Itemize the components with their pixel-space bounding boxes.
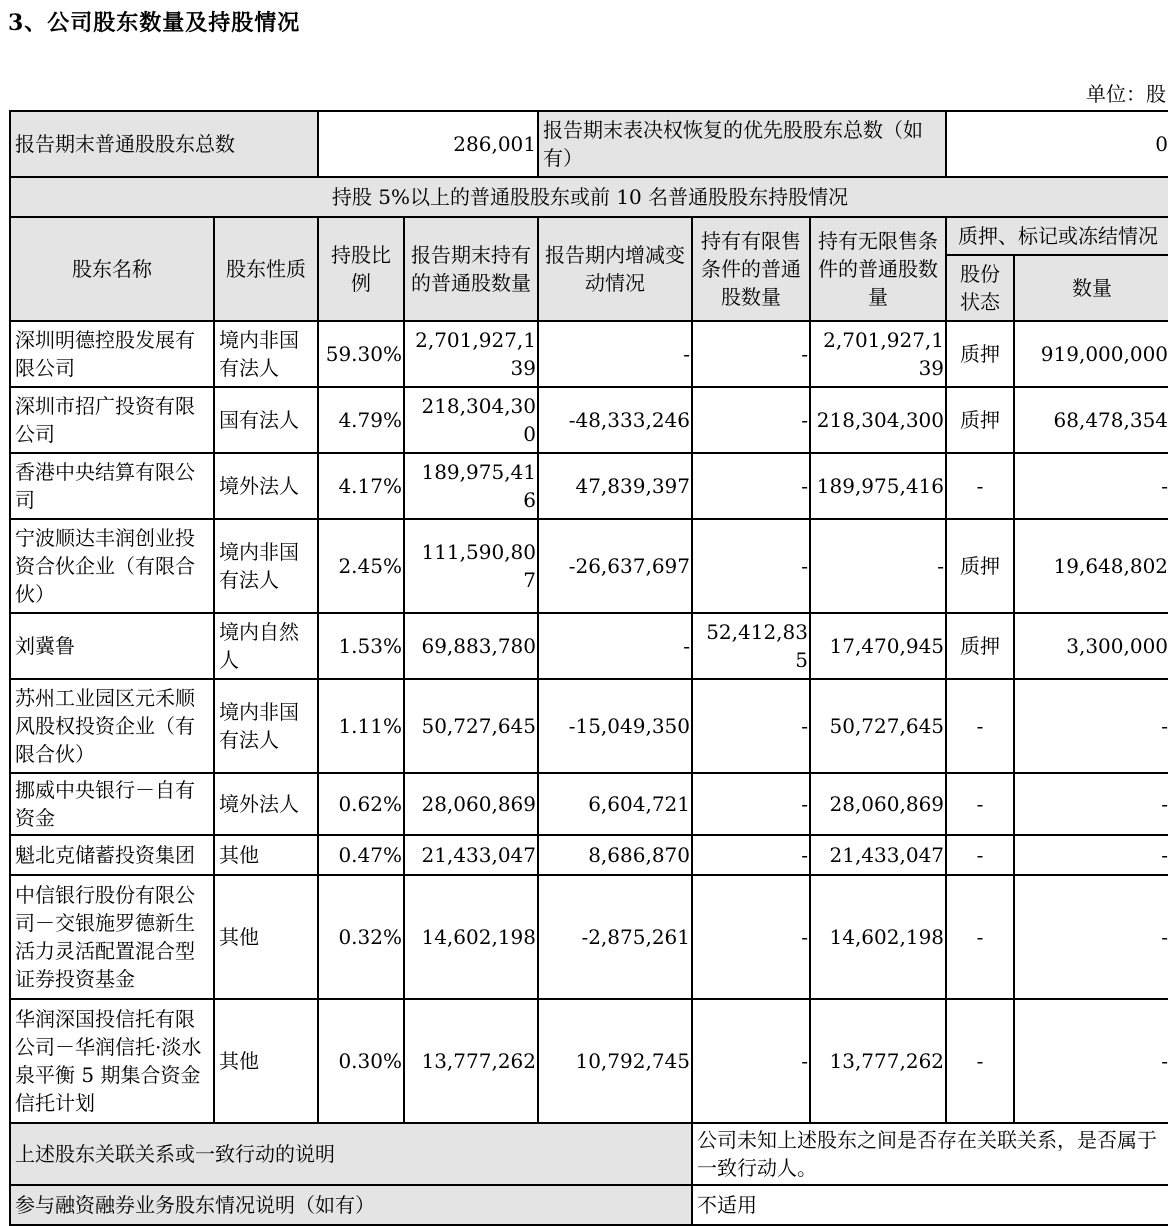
table-row — [10, 321, 1168, 387]
pledge-quantity: - — [1014, 679, 1168, 773]
shares-change: - — [538, 613, 692, 679]
shares-held: 218,304,300 — [404, 387, 538, 453]
total-common-value: 286,001 — [318, 111, 538, 177]
restricted-shares: - — [692, 875, 810, 999]
shares-change: -48,333,246 — [538, 387, 692, 453]
shares-held: 21,433,047 — [404, 835, 538, 875]
shareholder-name: 深圳市招广投资有限公司 — [10, 387, 214, 453]
footer-row — [10, 1123, 1168, 1185]
header-nature: 股东性质 — [214, 217, 318, 321]
restricted-shares: - — [692, 387, 810, 453]
unrestricted-shares: 21,433,047 — [810, 835, 946, 875]
pledge-status: - — [946, 875, 1014, 999]
shares-change: 6,604,721 — [538, 773, 692, 835]
shareholder-nature: 境内非国有法人 — [214, 519, 318, 613]
shares-held: 28,060,869 — [404, 773, 538, 835]
shares-held: 2,701,927,139 — [404, 321, 538, 387]
shares-held: 69,883,780 — [404, 613, 538, 679]
holding-ratio: 2.45% — [318, 519, 404, 613]
restricted-shares: - — [692, 835, 810, 875]
pledge-status: 质押 — [946, 387, 1014, 453]
shares-change: 10,792,745 — [538, 999, 692, 1123]
shareholder-name: 中信银行股份有限公司－交银施罗德新生活力灵活配置混合型证券投资基金 — [10, 875, 214, 999]
holding-ratio: 0.62% — [318, 773, 404, 835]
pledge-quantity: 68,478,354 — [1014, 387, 1168, 453]
shares-change: - — [538, 321, 692, 387]
restricted-shares: - — [692, 679, 810, 773]
header-pledge-qty: 数量 — [1014, 255, 1168, 321]
header-change: 报告期内增减变动情况 — [538, 217, 692, 321]
shareholder-nature: 境内自然人 — [214, 613, 318, 679]
table-row — [10, 875, 1168, 999]
holding-ratio: 4.79% — [318, 387, 404, 453]
restricted-shares: - — [692, 519, 810, 613]
restricted-shares: - — [692, 321, 810, 387]
pledge-status: - — [946, 999, 1014, 1123]
shares-held: 50,727,645 — [404, 679, 538, 773]
holding-ratio: 4.17% — [318, 453, 404, 519]
unrestricted-shares: 2,701,927,139 — [810, 321, 946, 387]
restricted-shares: - — [692, 999, 810, 1123]
shares-change: 8,686,870 — [538, 835, 692, 875]
shareholder-nature: 境外法人 — [214, 773, 318, 835]
pledge-quantity: - — [1014, 999, 1168, 1123]
restricted-shares: 52,412,835 — [692, 613, 810, 679]
shareholder-name: 宁波顺达丰润创业投资合伙企业（有限合伙） — [10, 519, 214, 613]
preferred-label: 报告期末表决权恢复的优先股股东总数（如有） — [538, 111, 946, 177]
footer-row — [10, 1185, 1168, 1225]
shares-held: 189,975,416 — [404, 453, 538, 519]
shares-change: -15,049,350 — [538, 679, 692, 773]
table-row — [10, 999, 1168, 1123]
pledge-status: - — [946, 835, 1014, 875]
table-row — [10, 519, 1168, 613]
table-row — [10, 613, 1168, 679]
header-restricted: 持有有限售条件的普通股数量 — [692, 217, 810, 321]
shareholder-name: 魁北克储蓄投资集团 — [10, 835, 214, 875]
summary-row — [10, 111, 1168, 177]
pledge-status: 质押 — [946, 519, 1014, 613]
shareholder-nature: 境外法人 — [214, 453, 318, 519]
shares-held: 14,602,198 — [404, 875, 538, 999]
shares-change: -2,875,261 — [538, 875, 692, 999]
pledge-status: - — [946, 453, 1014, 519]
shareholder-nature: 其他 — [214, 999, 318, 1123]
shares-change: -26,637,697 — [538, 519, 692, 613]
preferred-value: 0 — [946, 111, 1168, 177]
pledge-status: 质押 — [946, 613, 1014, 679]
footer-value: 公司未知上述股东之间是否存在关联关系，是否属于一致行动人。 — [692, 1123, 1168, 1185]
restricted-shares: - — [692, 773, 810, 835]
shareholder-nature: 其他 — [214, 875, 318, 999]
pledge-quantity: 919,000,000 — [1014, 321, 1168, 387]
pledge-quantity: 3,300,000 — [1014, 613, 1168, 679]
pledge-quantity: - — [1014, 875, 1168, 999]
shareholder-table — [9, 110, 1168, 1226]
table-row — [10, 387, 1168, 453]
shareholder-nature: 境内非国有法人 — [214, 679, 318, 773]
shares-held: 111,590,807 — [404, 519, 538, 613]
pledge-quantity: - — [1014, 835, 1168, 875]
shareholder-name: 刘冀鲁 — [10, 613, 214, 679]
footer-label: 参与融资融券业务股东情况说明（如有） — [10, 1185, 692, 1225]
shareholder-nature: 国有法人 — [214, 387, 318, 453]
shares-change: 47,839,397 — [538, 453, 692, 519]
holding-ratio: 0.30% — [318, 999, 404, 1123]
section-title: 3、公司股东数量及持股情况 — [8, 10, 301, 36]
unrestricted-shares: 218,304,300 — [810, 387, 946, 453]
footer-label: 上述股东关联关系或一致行动的说明 — [10, 1123, 692, 1185]
shareholder-name: 香港中央结算有限公司 — [10, 453, 214, 519]
unit-label: 单位：股 — [1086, 82, 1166, 106]
table-row — [10, 835, 1168, 875]
header-held: 报告期末持有的普通股数量 — [404, 217, 538, 321]
pledge-status: 质押 — [946, 321, 1014, 387]
pledge-status: - — [946, 773, 1014, 835]
pledge-quantity: 19,648,802 — [1014, 519, 1168, 613]
unrestricted-shares: 17,470,945 — [810, 613, 946, 679]
pledge-quantity: - — [1014, 773, 1168, 835]
unrestricted-shares: 189,975,416 — [810, 453, 946, 519]
banner-row — [10, 177, 1168, 217]
table-row — [10, 453, 1168, 519]
shareholder-name: 苏州工业园区元禾顺风股权投资企业（有限合伙） — [10, 679, 214, 773]
unrestricted-shares: - — [810, 519, 946, 613]
table-row — [10, 679, 1168, 773]
unrestricted-shares: 14,602,198 — [810, 875, 946, 999]
header-ratio: 持股比例 — [318, 217, 404, 321]
shareholder-name: 挪威中央银行－自有资金 — [10, 773, 214, 835]
table-row — [10, 773, 1168, 835]
holding-ratio: 0.32% — [318, 875, 404, 999]
unrestricted-shares: 13,777,262 — [810, 999, 946, 1123]
shareholder-nature: 境内非国有法人 — [214, 321, 318, 387]
shareholder-nature: 其他 — [214, 835, 318, 875]
table-banner: 持股 5%以上的普通股股东或前 10 名普通股股东持股情况 — [10, 177, 1168, 217]
holding-ratio: 0.47% — [318, 835, 404, 875]
header-name: 股东名称 — [10, 217, 214, 321]
header-unrestricted: 持有无限售条件的普通股数量 — [810, 217, 946, 321]
shares-held: 13,777,262 — [404, 999, 538, 1123]
unrestricted-shares: 28,060,869 — [810, 773, 946, 835]
unrestricted-shares: 50,727,645 — [810, 679, 946, 773]
pledge-quantity: - — [1014, 453, 1168, 519]
header-row-1 — [10, 217, 1168, 255]
footer-value: 不适用 — [692, 1185, 1168, 1225]
holding-ratio: 1.11% — [318, 679, 404, 773]
pledge-status: - — [946, 679, 1014, 773]
holding-ratio: 1.53% — [318, 613, 404, 679]
holding-ratio: 59.30% — [318, 321, 404, 387]
total-common-label: 报告期末普通股股东总数 — [10, 111, 318, 177]
restricted-shares: - — [692, 453, 810, 519]
shareholder-name: 华润深国投信托有限公司－华润信托·淡水泉平衡 5 期集合资金信托计划 — [10, 999, 214, 1123]
header-pledge-status: 股份状态 — [946, 255, 1014, 321]
shareholder-name: 深圳明德控股发展有限公司 — [10, 321, 214, 387]
header-pledge-group: 质押、标记或冻结情况 — [946, 217, 1168, 255]
